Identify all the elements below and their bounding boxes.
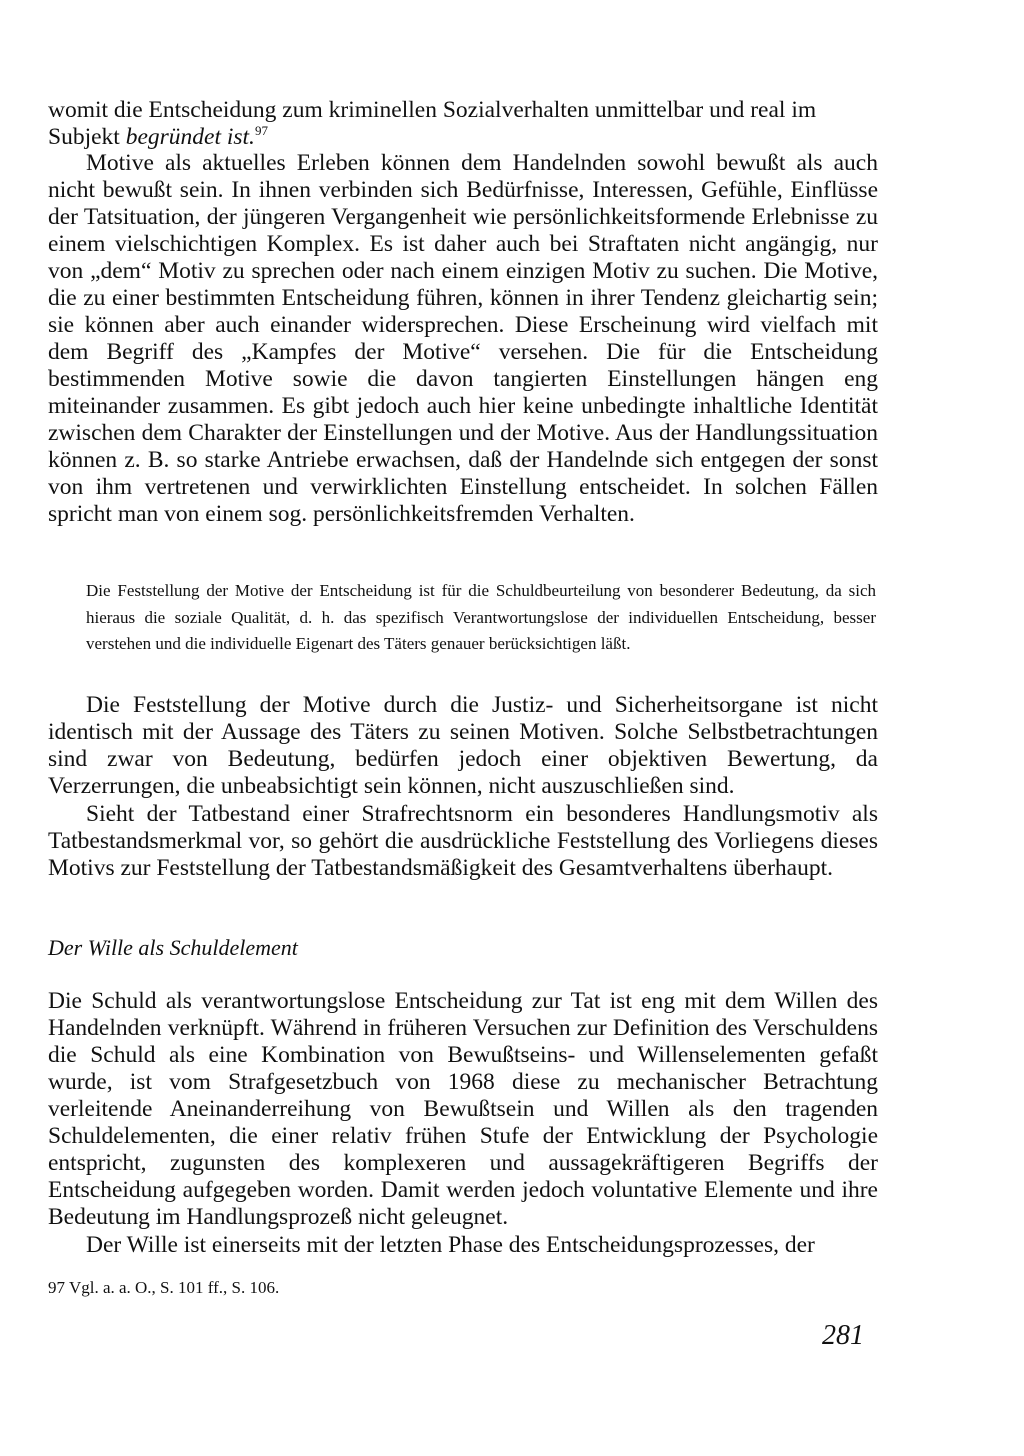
paragraph-motive: Motive als aktuelles Erleben können dem Handelnden sowohl bewußt als auch nicht bewußt sein. In ihnen verbinden sich Bedürfnisse, Interessen, Gefühle, Einflüsse der Tatsituation, der jüngeren Vergangenheit wie persönlichkeitsformende Erlebnisse zu einem vielschichtigen Komplex. Es ist daher auch bei Straftaten nicht angängig, nur von „dem“ Motiv zu sprechen oder nach einem einzigen Motiv zu suchen. Die Motive, die zu einer bestimmten Entscheidung führen, können in ihrer Tendenz gleichartig sein; sie können aber auch einander widersprechen. Diese Erscheinung wird vielfach mit dem Begriff des „Kampfes der Motive“ versehen. Die für die Entscheidung bestimmenden Motive sowie die davon tangierten Einstellungen hängen eng miteinander zusammen. Es gibt jedoch auch hier keine unbedingte inhaltliche Identität zwischen dem Charakter der Einstellungen und der Motive. Aus der Handlungssituation können z. B. so starke Antriebe erwachsen, daß der Handelnde sich entgegen der sonst von ihm vertretenen und verwirklichten Einstellung entscheidet. In solchen Fällen spricht man von einem sog. persönlichkeitsfremden Verhalten. bbox=[48, 150, 878, 527]
footnote: 97 Vgl. a. a. O., S. 101 ff., S. 106. bbox=[48, 1278, 280, 1297]
emphasis-text: begründet ist. bbox=[125, 124, 255, 150]
footnote-ref: 97 bbox=[254, 123, 268, 139]
paragraph-tatbestand: Sieht der Tatbestand einer Strafrechtsnorm ein besonderes Handlungsmotiv als Tatbestandsmerkmal vor, so gehört die ausdrückliche Feststellung des Vorliegens dieses Motivs zur Feststellung der Tatbestandsmäßigkeit des Gesamtverhaltens überhaupt. bbox=[48, 801, 878, 881]
paragraph-feststellung: Die Feststellung der Motive durch die Justiz- und Sicherheitsorgane ist nicht identisch mit der Aussage des Täters zu seinen Motiven. Solche Selbstbetrachtungen sind zwar von Bedeutung, bedürfen jedoch einer objektiven Bewertung, da Verzerrungen, die unbeabsichtigt sein können, nicht auszuschließen sind. bbox=[48, 692, 878, 799]
paragraph-last: Der Wille ist einerseits mit der letzten Phase des Entscheidungsprozesses, der bbox=[86, 1232, 815, 1258]
section-heading: Der Wille als Schuldelement bbox=[48, 935, 298, 960]
page-number: 281 bbox=[822, 1320, 864, 1351]
paragraph-wille: Die Schuld als verantwortungslose Entscheidung zur Tat ist eng mit dem Willen des Handelnden verknüpft. Während in früheren Versuchen zur Definition des Verschuldens die Schuld als eine Kombination von Bewußtseins- und Willenselementen gefaßt wurde, ist vom Strafgesetzbuch von 1968 diese zu mechanischer Betrachtung verleitende Aneinanderreihung von Bewußtsein und Willen als den tragenden Schuldelementen, die einer relativ frühen Stufe der Entwicklung der Psychologie entspricht, zugunsten des komplexeren und aussagekräftigeren Begriffs der Entscheidung aufgegeben worden. Damit werden jedoch voluntative Elemente und ihre Bedeutung im Handlungsprozeß nicht geleugnet. bbox=[48, 988, 878, 1230]
paragraph-continuation bbox=[48, 97, 878, 151]
continuation-line: womit die Entscheidung zum kriminellen Sozialverhalten unmittelbar und real im bbox=[48, 97, 817, 123]
continuation-text: Subjekt bbox=[48, 124, 120, 150]
small-print-note: Die Feststellung der Motive der Entscheidung ist für die Schuldbeurteilung von besonderer Bedeutung, da sich hieraus die soziale Qualität, d. h. das spezifisch Verantwortungslose der individuellen Entscheidung, besser verstehen und die individuelle Eigenart des Täters genauer berücksichtigen läßt. bbox=[86, 581, 876, 653]
